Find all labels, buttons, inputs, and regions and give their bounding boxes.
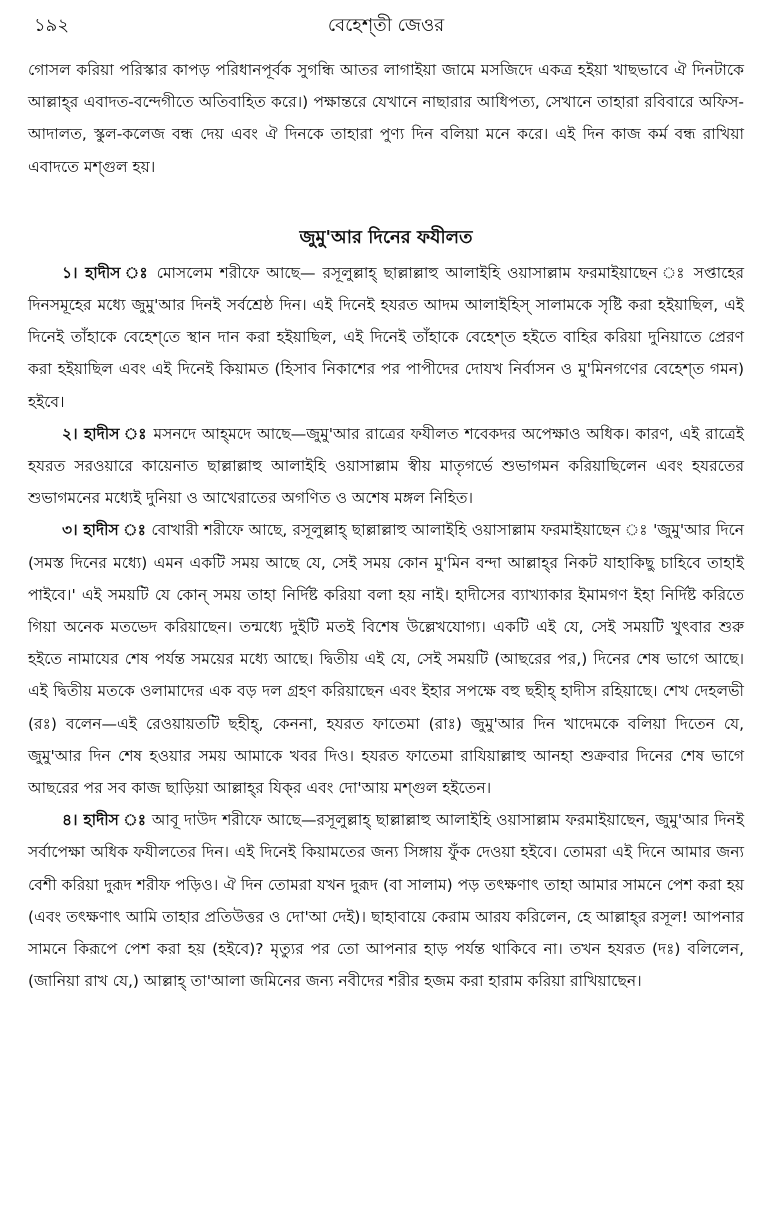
intro-paragraph: গোসল করিয়া পরিস্কার কাপড় পরিধানপূর্বক সুগন্ধি আতর লাগাইয়া জামে মসজিদে একত্র হইয়া খাছভাবে ঐ দিনটাকে আল্লাহ্‌র এবাদত-বন্দেগীতে অতিবাহিত করে।) পক্ষান্তরে যেখানে নাছারার আধিপত্য, সেখানে তাহারা রবিবারে অফিস-আদালত, স্কুল-কলেজ বন্ধ দেয় এবং ঐ দিনকে তাহারা পুণ্য দিন বলিয়া মনে করে। এই দিন কাজ কর্ম বন্ধ রাখিয়া এবাদতে মশ্‌গুল হয়। xyxy=(28,61,744,176)
hadith-text: বোখারী শরীফে আছে, রসূলুল্লাহ্‌ ছাল্লাল্লাহু আলাইহি ওয়াসাল্লাম ফরমাইয়াছেন ঃ 'জুমু'আর দিনে (সমস্ত দিনের মধ্যে) এমন একটি সময় আছে যে, সেই সময় কোন মু'মিন বন্দা আল্লাহ্‌র নিকট যাহাকিছু চাহিবে তাহাই পাইবে।' এই সময়টি যে কোন্‌ সময় তাহা নির্দিষ্ট করিয়া বলা হয় নাই। হাদীসের ব্যাখ্যাকার ইমামগণ ইহা নির্দিষ্ট করিতে গিয়া অনেক মতভেদ করিয়াছেন। তন্মধ্যে দুইটি মতই বিশেষ উল্লেখযোগ্য। একটি এই যে, সেই সময়টি খুৎবার শুরু হইতে নামাযের শেষ পর্যন্ত সময়ের মধ্যে আছে। দ্বিতীয় এই যে, সেই সময়টি (আছরের পর,) দিনের শেষ ভাগে আছে। এই দ্বিতীয় মতকে ওলামাদের এক বড় দল গ্রহণ করিয়াছেন এবং ইহার সপক্ষে বহু ছহীহ্‌ হাদীস রহিয়াছে। শেখ দেহলভী (রঃ) বলেন—এই রেওয়ায়তটি ছহীহ্‌, কেননা, হযরত ফাতেমা (রাঃ) জুমু'আর দিন খাদেমকে বলিয়া দিতেন যে, জুমু'আর দিন শেষ হওয়ার সময় আমাকে খবর দিও। হযরত ফাতেমা রাযিয়াল্লাহু আনহা শুক্রবার দিনের শেষ ভাগে আছরের পর সব কাজ ছাড়িয়া আল্লাহ্‌র যিক্‌র এবং দো'আয় মশ্‌গুল হইতেন। xyxy=(28,521,745,798)
hadith-lead: ৩। হাদীস ঃ xyxy=(62,521,147,540)
hadith-text: মসনদে আহ্‌মদে আছে—জুমু'আর রাত্রের ফযীলত শবেকদর অপেক্ষাও অধিক। কারণ, এই রাত্রেই হযরত সরওয়ারে কায়েনাত ছাল্লাল্লাহু আলাইহি ওয়াসাল্লাম স্বীয় মাতৃগর্ভে শুভাগমন করিয়াছিলেন এবং হযরতের শুভাগমনের মধ্যেই দুনিয়া ও আখেরাতের অগণিত ও অশেষ মঙ্গল নিহিত। xyxy=(28,424,744,508)
running-title: বেহেশ্‌তী জেওর xyxy=(327,15,445,36)
hadith-lead: ২। হাদীস ঃ xyxy=(62,424,148,443)
page-number: ১৯২ xyxy=(34,15,70,36)
hadith-text: মোসলেম শরীফে আছে— রসূলুল্লাহ্‌ ছাল্লাল্লাহু আলাইহি ওয়াসাল্লাম ফরমাইয়াছেন ঃ সপ্তাহের দিনসমূহের মধ্যে জুমু'আর দিনই সর্বশ্রেষ্ঠ দিন। এই দিনেই হযরত আদম আলাইহিস্‌ সালামকে সৃষ্টি করা হইয়াছিল, এই দিনেই তাঁহাকে বেহেশ্‌তে স্থান দান করা হইয়াছিল, এই দিনেই তাঁহাকে বেহেশ্‌ত হইতে বাহির করিয়া দুনিয়াতে প্রেরণ করা হইয়াছিল এবং এই দিনেই কিয়ামত (হিসাব নিকাশের পর পাপীদের দোযখ নির্বাসন ও মু'মিনগণের বেহেশ্‌ত গমন) হইবে। xyxy=(28,263,744,411)
hadith-lead: ৪। হাদীস ঃ xyxy=(62,811,147,830)
hadith-paragraph-1 xyxy=(28,257,744,418)
hadith-paragraph-2 xyxy=(28,418,744,515)
hadith-lead: ১। হাদীস ঃ xyxy=(62,263,150,282)
hadith-paragraph-3 xyxy=(28,514,744,804)
hadith-text: আবূ দাউদ শরীফে আছে—রসূলুল্লাহ্‌ ছাল্লাল্লাহু আলাইহি ওয়াসাল্লাম ফরমাইয়াছেন, জুমু'আর দিনই সর্বাপেক্ষা অধিক ফযীলতের দিন। এই দিনেই কিয়ামতের জন্য সিঙ্গায় ফুঁক দেওয়া হইবে। তোমরা এই দিনে আমার জন্য বেশী করিয়া দুরূদ শরীফ পড়িও। ঐ দিন তোমরা যখন দুরূদ (বা সালাম) পড় তৎক্ষণাৎ তাহা আমার সামনে পেশ করা হয় (এবং তৎক্ষণাৎ আমি তাহার প্রতিউত্তর ও দো'আ দেই)। ছাহাবায়ে কেরাম আরয করিলেন, হে আল্লাহ্‌র রসূল! আপনার সামনে কিরূপে পেশ করা হয় (হইবে)? মৃত্যুর পর তো আপনার হাড় পর্যন্ত থাকিবে না। তখন হযরত (দঃ) বলিলেন, (জানিয়া রাখ যে,) আল্লাহ্‌ তা'আলা জমিনের জন্য নবীদের শরীর হজম করা হারাম করিয়া রাখিয়াছেন। xyxy=(28,811,745,991)
hadith-paragraph-4 xyxy=(28,804,744,997)
section-title: জুমু'আর দিনের ফযীলত xyxy=(299,226,473,248)
page-header xyxy=(28,8,744,44)
